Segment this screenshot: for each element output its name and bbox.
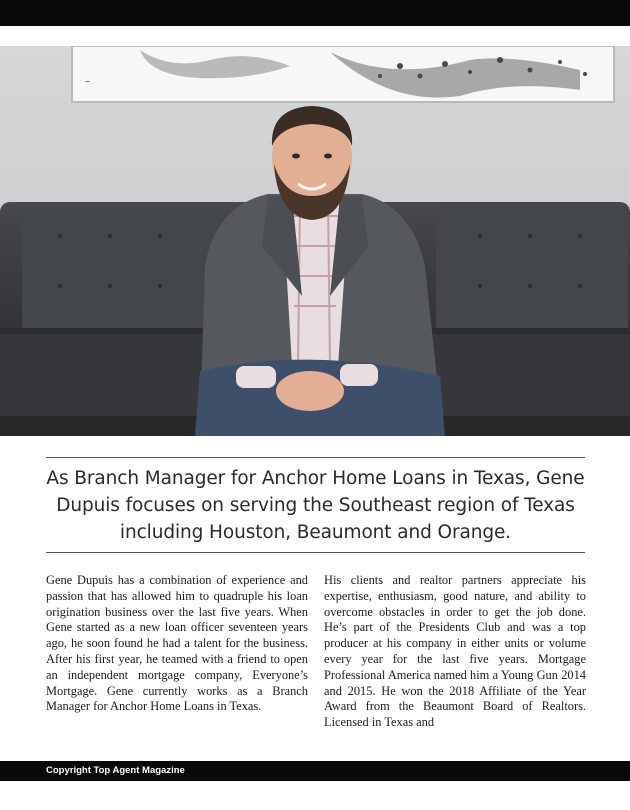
- body-paragraph-left: Gene Dupuis has a combination of experience and passion that has allowed him to quadruple his loan origination business over the last five years. When Gene started as a new loan officer seventeen years ago, he soon found he had a talent for the business. After his first year, he teamed with a friend to open an independent mortgage company, Everyone’s Mortgage. Gene currently works as a Branch Manager for Anchor Home Loans in Texas.: [46, 573, 308, 714]
- copyright-text: Copyright Top Agent Magazine: [46, 765, 185, 776]
- portrait-illustration: [0, 46, 630, 436]
- pull-quote-text: As Branch Manager for Anchor Home Loans in Texas, Gene Dupuis focuses on serving the Southeast region of Texas including Houston, Beaumont and Orange.: [46, 467, 585, 543]
- pull-quote: [46, 457, 585, 553]
- body-column-right: [324, 573, 586, 731]
- body-column-left: [46, 573, 308, 715]
- top-bar: [0, 0, 630, 26]
- svg-text:~: ~: [84, 77, 91, 86]
- body-paragraph-right: His clients and realtor partners appreciate his expertise, enthusiasm, good nature, and ability to overcome obstacles in order to get the job done. He’s part of the Presidents Club and was a top producer at his company in either units or volume every year for the last five years. Mortgage Professional America named him a Young Gun 2014 and 2015. He won the 2018 Affiliate of the Year Award from the Beaumont Board of Realtors. Licensed in Texas and: [324, 573, 586, 730]
- footer-bar: [0, 761, 630, 781]
- portrait-photo: [0, 46, 630, 436]
